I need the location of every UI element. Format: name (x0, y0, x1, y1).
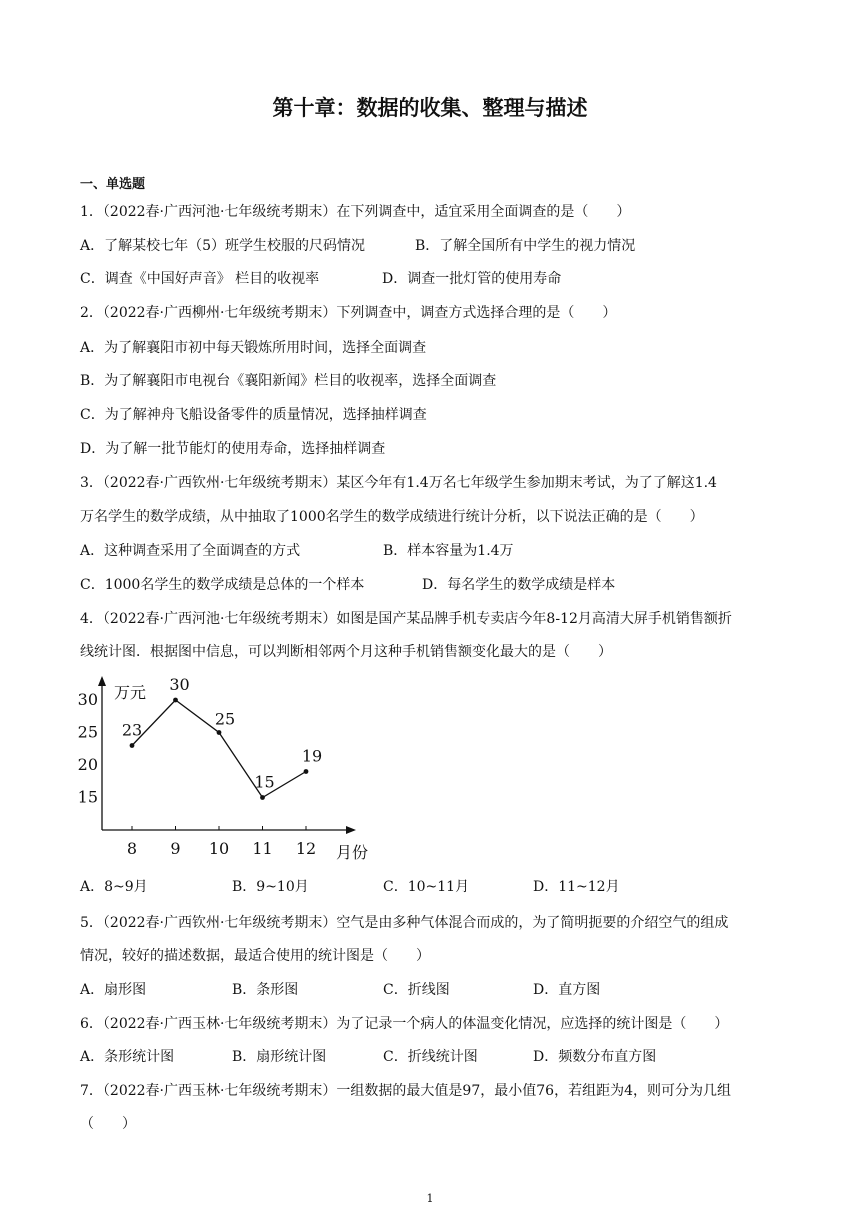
question-4-option-d: D．11~12月 (533, 879, 620, 895)
question-3-stem-line-2: 万名学生的数学成绩，从中抽取了1000名学生的数学成绩进行统计分析，以下说法正确的是（ ） (80, 509, 704, 525)
question-6-option-b: B．扇形统计图 (232, 1049, 327, 1065)
data-label: 23 (121, 720, 143, 740)
question-7-stem-line-1: 7．（2022春·广西玉林·七年级统考期末）一组数据的最大值是97，最小值76，若组距为4，则可分为几组 (80, 1083, 731, 1099)
question-6-stem: 6．（2022春·广西玉林·七年级统考期末）为了记录一个病人的体温变化情况，应选择的统计图是（ ） (80, 1016, 729, 1032)
data-point (304, 769, 309, 774)
data-label: 15 (254, 772, 275, 792)
x-axis-arrow (346, 826, 356, 834)
page-number: 1 (426, 1192, 434, 1205)
sales-line-chart (74, 670, 384, 870)
y-tick-label: 20 (77, 755, 98, 774)
question-3-option-d: D．每名学生的数学成绩是样本 (422, 577, 616, 593)
y-tick-label: 25 (77, 722, 98, 742)
question-5-option-d: D．直方图 (533, 982, 601, 998)
question-1-option-c: C．调查《中国好声音》 栏目的收视率 (80, 271, 320, 287)
y-tick-label: 30 (77, 690, 98, 709)
question-1-stem: 1．（2022春·广西河池·七年级统考期末）在下列调查中，适宜采用全面调查的是（ ） (80, 204, 631, 220)
question-3-option-c: C．1000名学生的数学成绩是总体的一个样本 (80, 577, 365, 593)
x-tick-label: 10 (208, 839, 230, 858)
question-4-option-a: A．8~9月 (80, 879, 148, 895)
page-title: 第十章：数据的收集、整理与描述 (272, 96, 588, 120)
question-7-stem-line-2: （ ） (80, 1116, 136, 1132)
x-tick-label: 11 (252, 839, 273, 858)
x-tick-label: 8 (126, 839, 138, 858)
question-5-option-a: A．扇形图 (80, 982, 147, 998)
question-1-option-a: A．了解某校七年（5）班学生校服的尺码情况 (80, 238, 366, 254)
question-3-option-b: B．样本容量为1.4万 (383, 543, 514, 559)
question-4-option-b: B．9~10月 (232, 879, 309, 895)
chart-x-ticks (127, 826, 316, 858)
question-2-option-a: A．为了解襄阳市初中每天锻炼所用时间，选择全面调查 (80, 340, 427, 356)
data-point (173, 698, 178, 703)
data-point (260, 795, 265, 800)
question-1-option-d: D．调查一批灯管的使用寿命 (382, 271, 562, 287)
chart-y-ticks (78, 690, 98, 807)
chart-y-axis-label: 万元 (114, 683, 147, 702)
question-6-option-d: D．频数分布直方图 (533, 1049, 657, 1065)
question-4-option-c: C．10~11月 (383, 879, 470, 895)
data-label: 19 (301, 746, 323, 766)
chart-x-axis-label: 月份 (336, 843, 369, 862)
y-axis-arrow (98, 676, 106, 686)
question-2-option-c: C．为了解神舟飞船设备零件的质量情况，选择抽样调查 (80, 407, 427, 423)
question-5-option-b: B．条形图 (232, 982, 299, 998)
data-point (217, 730, 222, 735)
data-point (130, 743, 135, 748)
question-2-option-b: B．为了解襄阳市电视台《襄阳新闻》栏目的收视率，选择全面调查 (80, 373, 497, 389)
question-2-option-d: D．为了解一批节能灯的使用寿命，选择抽样调查 (80, 441, 386, 457)
question-4-stem-line-1: 4．（2022春·广西河池·七年级统考期末）如图是国产某品牌手机专卖店今年8-12月高清大屏手机销售额折 (80, 611, 732, 627)
y-tick-label: 15 (77, 787, 98, 807)
question-4-stem-line-2: 线统计图．根据图中信息，可以判断相邻两个月这种手机销售额变化最大的是（ ） (80, 644, 612, 660)
data-label: 25 (214, 709, 236, 729)
question-3-stem-line-1: 3．（2022春·广西钦州·七年级统考期末）某区今年有1.4万名七年级学生参加期末考试，为了了解这1.4 (80, 475, 717, 491)
question-6-option-a: A．条形统计图 (80, 1049, 175, 1065)
question-5-option-c: C．折线图 (383, 982, 450, 998)
question-2-stem: 2．（2022春·广西柳州·七年级统考期末）下列调查中，调查方式选择合理的是（ ） (80, 305, 617, 321)
x-tick-label: 12 (295, 839, 317, 858)
x-tick-label: 9 (170, 839, 181, 858)
question-5-stem-line-1: 5．（2022春·广西钦州·七年级统考期末）空气是由多种气体混合而成的，为了简明扼要的介绍空气的组成 (80, 915, 729, 931)
question-6-option-c: C．折线统计图 (383, 1049, 478, 1065)
question-3-option-a: A．这种调查采用了全面调查的方式 (80, 543, 301, 559)
question-1-option-b: B．了解全国所有中学生的视力情况 (415, 238, 636, 254)
question-5-stem-line-2: 情况，较好的描述数据，最适合使用的统计图是（ ） (80, 948, 430, 964)
data-label: 30 (169, 675, 190, 694)
section-heading: 一、单选题 (80, 177, 146, 192)
chart-data-labels (122, 675, 322, 792)
